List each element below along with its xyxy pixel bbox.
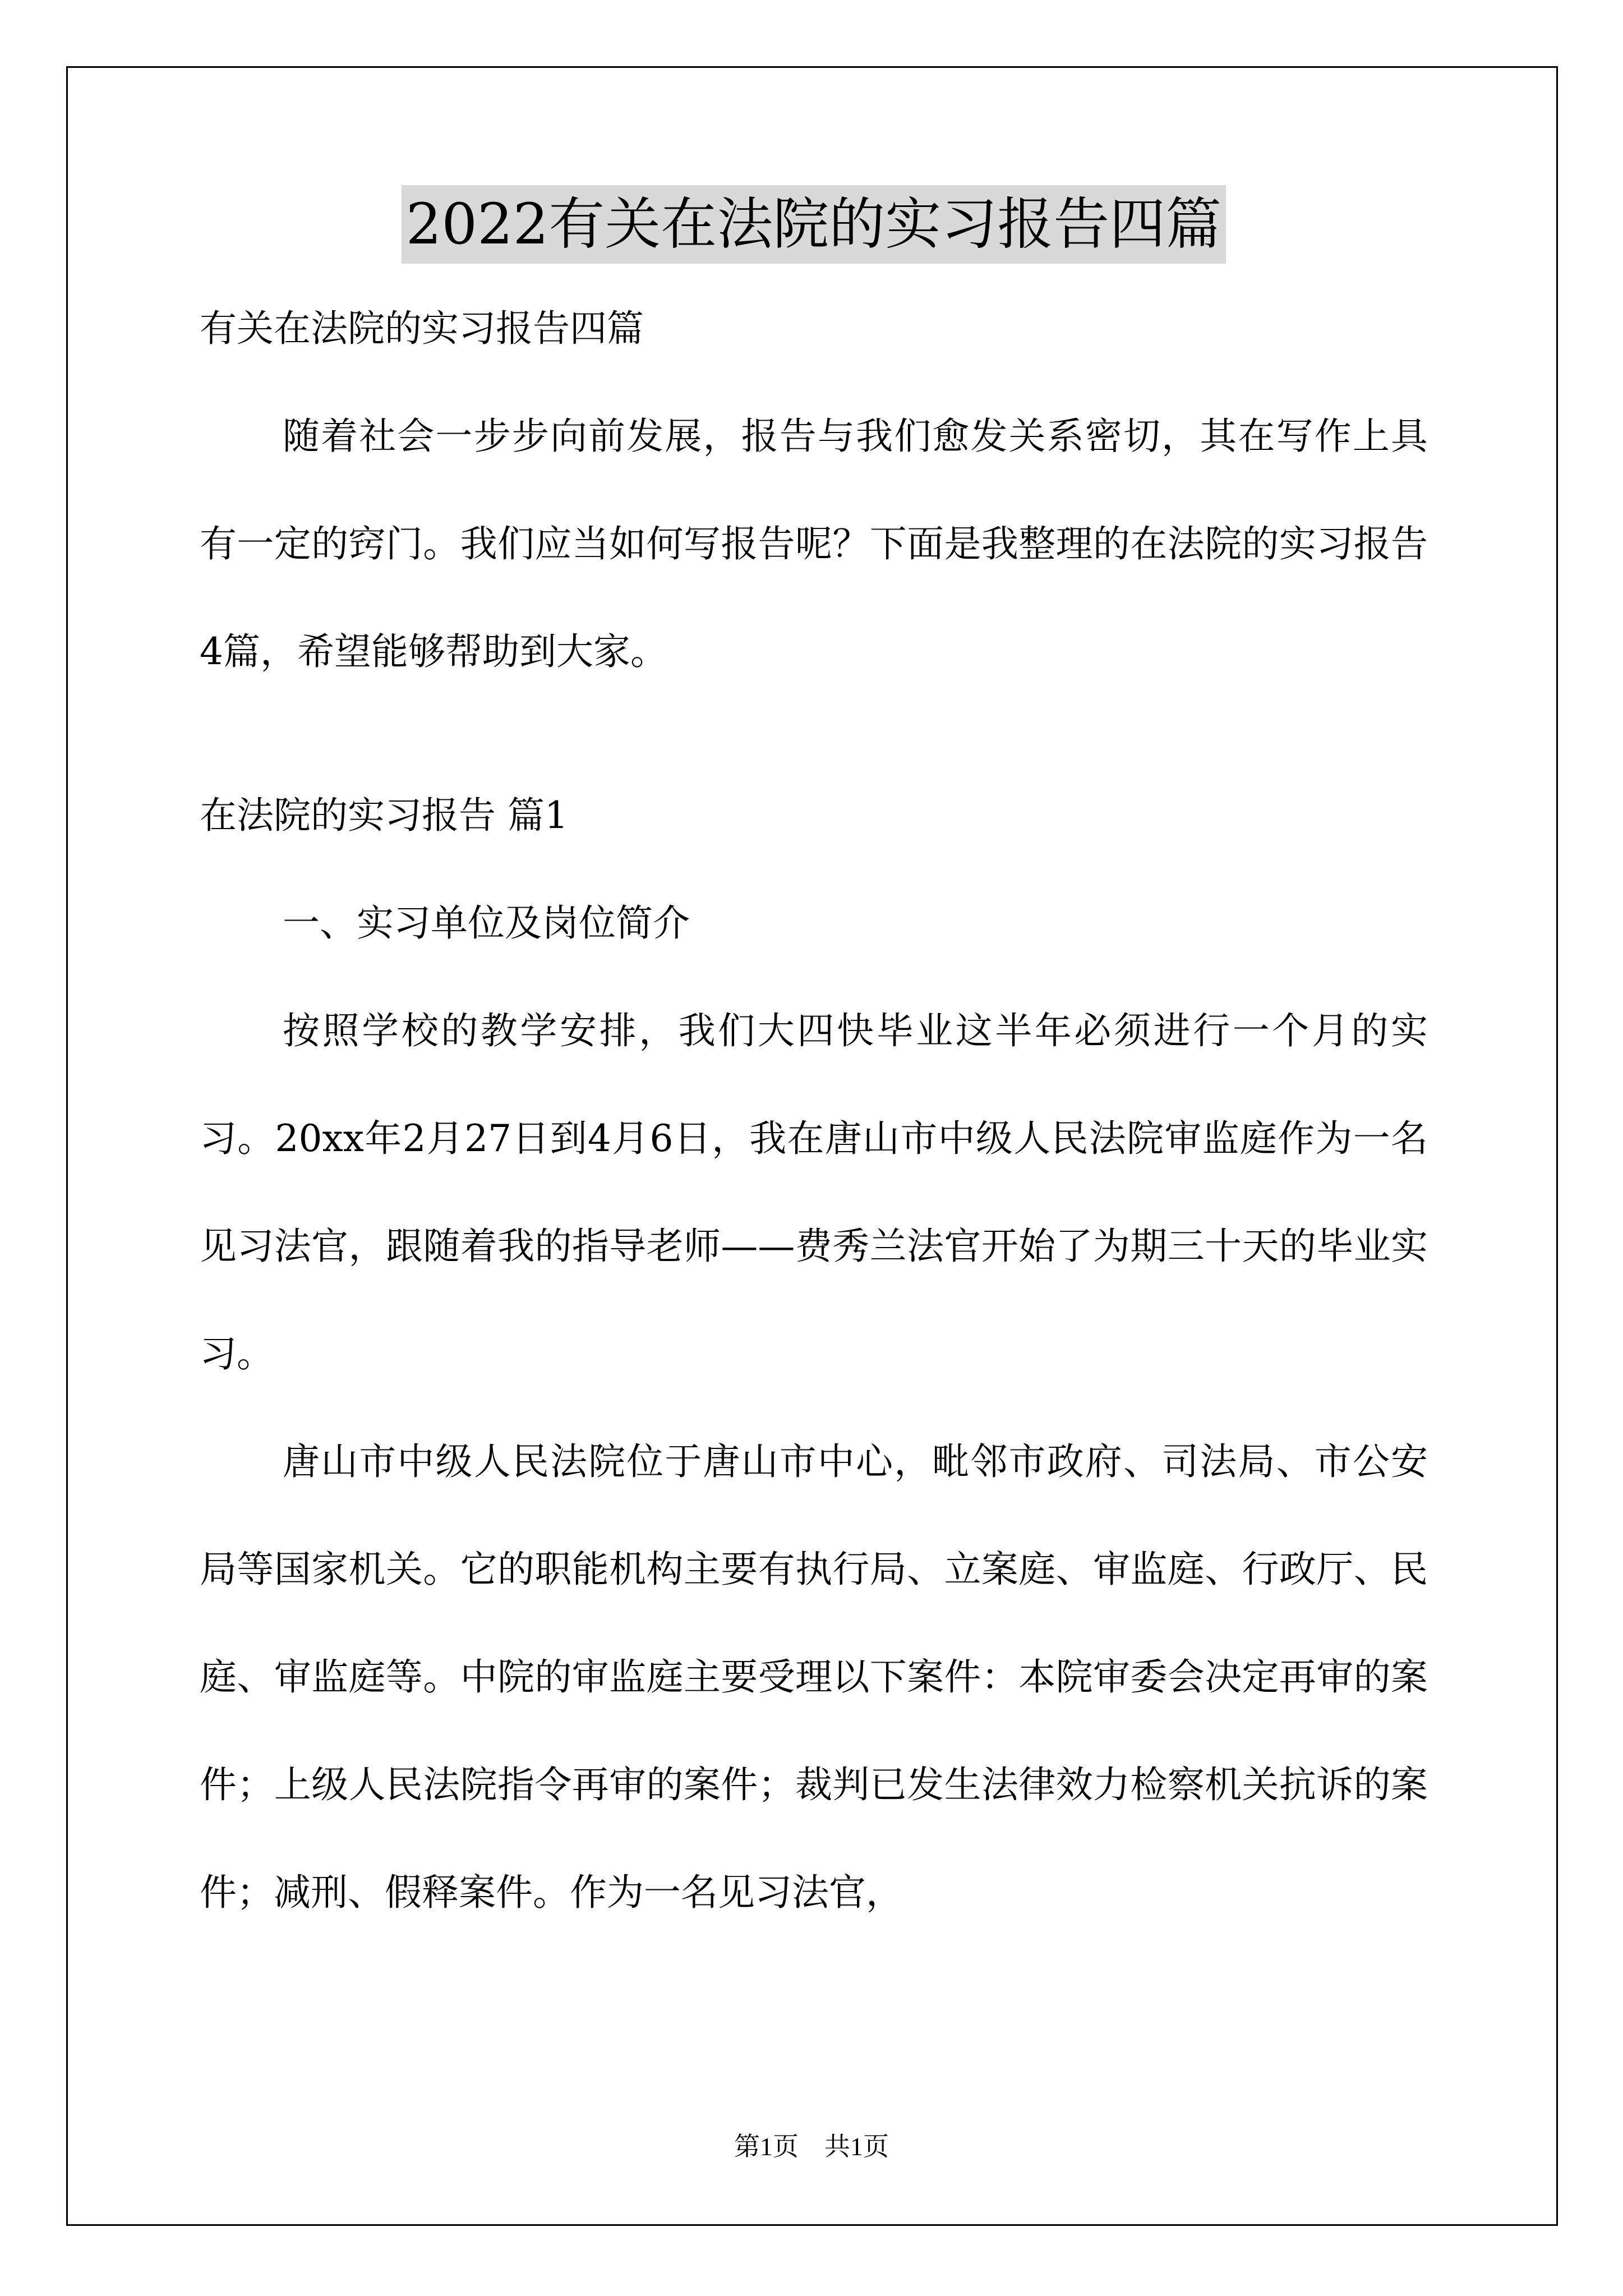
document-subtitle: 有关在法院的实习报告四篇 <box>200 307 644 350</box>
section-heading: 在法院的实习报告 篇1 <box>200 794 568 837</box>
page-number-footer: 第1页 共1页 <box>734 2132 889 2161</box>
intro-paragraph: 随着社会一步步向前发展，报告与我们愈发关系密切，其在写作上具有一定的窍门。我们应当如何写报告呢？下面是我整理的在法院的实习报告4篇，希望能够帮助到大家。 <box>200 415 1428 673</box>
section-spacer <box>200 706 1428 762</box>
subsection-heading: 一、实习单位及岗位简介 <box>283 901 690 945</box>
document-body <box>200 185 1428 1947</box>
title-row <box>200 185 1428 275</box>
paragraph-internship: 按照学校的教学安排，我们大四快毕业这半年必须进行一个月的实习。20xx年2月27日到4月6日，我在唐山市中级人民法院审监庭作为一名见习法官，跟随着我的指导老师——费秀兰法官开始了为期三十天的毕业实习。 <box>200 1009 1428 1375</box>
paragraph-court-description: 唐山市中级人民法院位于唐山市中心，毗邻市政府、司法局、市公安局等国家机关。它的职能机构主要有执行局、立案庭、审监庭、行政厅、民庭、审监庭等。中院的审监庭主要受理以下案件：本院审委会决定再审的案件；上级人民法院指令再审的案件；裁判已发生法律效力检察机关抗诉的案件；减刑、假释案件。作为一名见习法官， <box>200 1440 1428 1914</box>
document-title: 2022有关在法院的实习报告四篇 <box>402 185 1227 264</box>
